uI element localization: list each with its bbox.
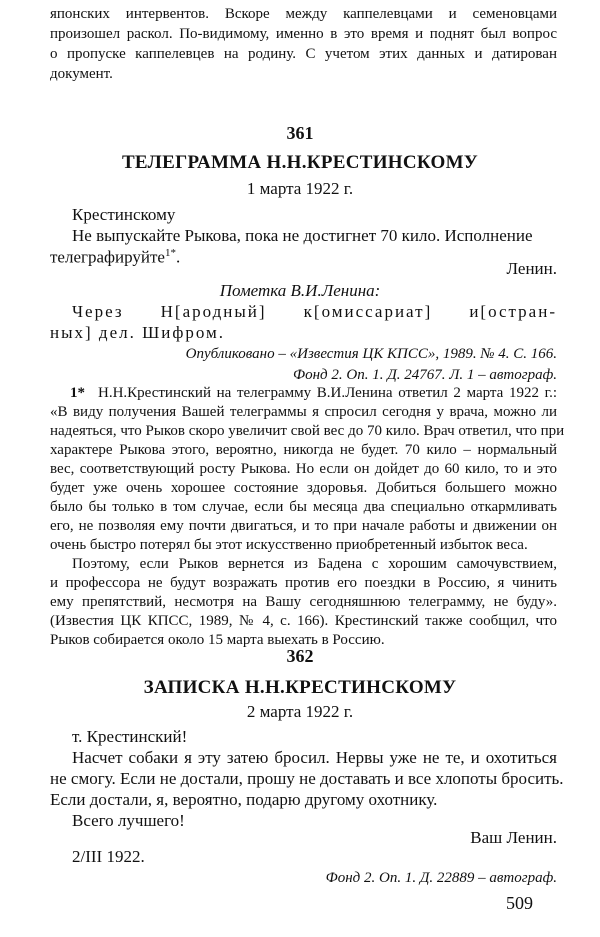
footnote-ref: 1* bbox=[164, 247, 176, 259]
footnote-mark: 1* bbox=[70, 385, 85, 401]
doc361-archive: Фонд 2. Оп. 1. Д. 24767. Л. 1 – автограф. bbox=[293, 367, 557, 383]
footnote-line-2: «В виду получения Вашей телеграммы я спросил сегодня у врача, можно ли bbox=[50, 404, 557, 420]
doc362-text-line-1: Насчет собаки я эту затею бросил. Нервы уже не те, и охотиться bbox=[72, 748, 557, 767]
doc361-title: ТЕЛЕГРАММА Н.Н.КРЕСТИНСКОМУ bbox=[121, 152, 479, 173]
footnote-line-6: будет уже очень хорошее состояние здоровья. Добиться большего можно bbox=[50, 480, 557, 496]
doc362-text-line-4: Всего лучшего! bbox=[72, 811, 185, 830]
doc361-text-line-1: Не выпускайте Рыкова, пока не достигнет 70 кило. Исполнение bbox=[72, 226, 533, 245]
doc361-number: 361 bbox=[286, 123, 314, 143]
footnote-line-8: его, не позволяя ему почти двигаться, и то при начале работы и движении он bbox=[50, 518, 557, 534]
footnote-line-5: вес, соответствующий росту Рыкова. Но если он дойдет до 60 кило, то и это bbox=[50, 461, 557, 477]
doc362-signature: Ваш Ленин. bbox=[470, 828, 557, 847]
intro-line-3: о пропуске каппелевцев на родину. С учетом этих данных и датирован bbox=[50, 46, 557, 62]
doc362-salutation: т. Крестинский! bbox=[72, 727, 188, 746]
footnote-line-1: Н.Н.Крестинский на телеграмму В.И.Ленина ответил 2 марта 1922 г.: bbox=[98, 385, 557, 401]
footnote-line-7: было бы только в том случае, если бы месяца два специально откармливать bbox=[50, 499, 557, 515]
doc362-number: 362 bbox=[286, 646, 314, 666]
footnote-line-9: очень быстро потерял бы этот искусственно приобретенный избыток веса. bbox=[50, 537, 528, 553]
footnote-line-10: Поэтому, если Рыков вернется из Бадена с хорошим самочувствием, bbox=[72, 556, 557, 572]
doc361-note-line-1: Через Н[ародный] к[омиссариат] и[остран- bbox=[72, 302, 557, 321]
intro-line-2: произошел раскол. По-видимому, именно в это время и поднят был вопрос bbox=[50, 26, 557, 42]
doc362-title: ЗАПИСКА Н.Н.КРЕСТИНСКОМУ bbox=[143, 677, 457, 698]
footnote-line-12: ему препятствий, несмотря на Вашу сегодняшнюю телеграмму, не буду». bbox=[50, 594, 557, 610]
doc362-archive: Фонд 2. Оп. 1. Д. 22889 – автограф. bbox=[325, 870, 557, 886]
intro-line-1: японских интервентов. Вскоре между каппелевцами и семеновцами bbox=[50, 6, 557, 22]
doc361-signature: Ленин. bbox=[506, 259, 557, 278]
footnote-line-4: характере Рыкова этого, вероятно, никогда не будет. 70 кило – нормальный bbox=[50, 442, 557, 458]
doc362-date: 2 марта 1922 г. bbox=[246, 702, 354, 721]
footnote-line-11: и профессора не будут возражать против его поездки в Россию, я чинить bbox=[50, 575, 557, 591]
footnote-line-14: Рыков собирается около 15 марта выехать в Россию. bbox=[50, 632, 385, 648]
intro-line-4: документ. bbox=[50, 66, 113, 82]
footnote-line-3: надеяться, что Рыков скоро увеличит свой вес до 70 кило. Врач ответил, что при bbox=[50, 423, 565, 439]
doc362-text-line-2: не смогу. Если не достали, прошу не доставать и все хлопоты бросить. bbox=[50, 769, 564, 788]
doc361-published: Опубликовано – «Известия ЦК КПСС», 1989. № 4. С. 166. bbox=[185, 346, 557, 362]
doc361-date: 1 марта 1922 г. bbox=[246, 179, 354, 198]
doc361-addressee: Крестинскому bbox=[72, 205, 176, 224]
page-number: 509 bbox=[506, 893, 533, 913]
doc362-text-line-3: Если достали, я, вероятно, подарю другому охотнику. bbox=[50, 790, 438, 809]
doc362-date-written: 2/III 1922. bbox=[72, 847, 145, 866]
doc361-text-line-2-main: телеграфируйте bbox=[50, 247, 165, 267]
doc361-note-line-2: ных] дел. Шифром. bbox=[50, 323, 226, 342]
doc361-text-line-2-end: . bbox=[175, 247, 181, 267]
doc361-note-heading: Пометка В.И.Ленина: bbox=[219, 281, 381, 300]
footnote-line-13: (Известия ЦК КПСС, 1989, № 4, с. 166). Крестинский также сообщил, что bbox=[50, 613, 557, 629]
